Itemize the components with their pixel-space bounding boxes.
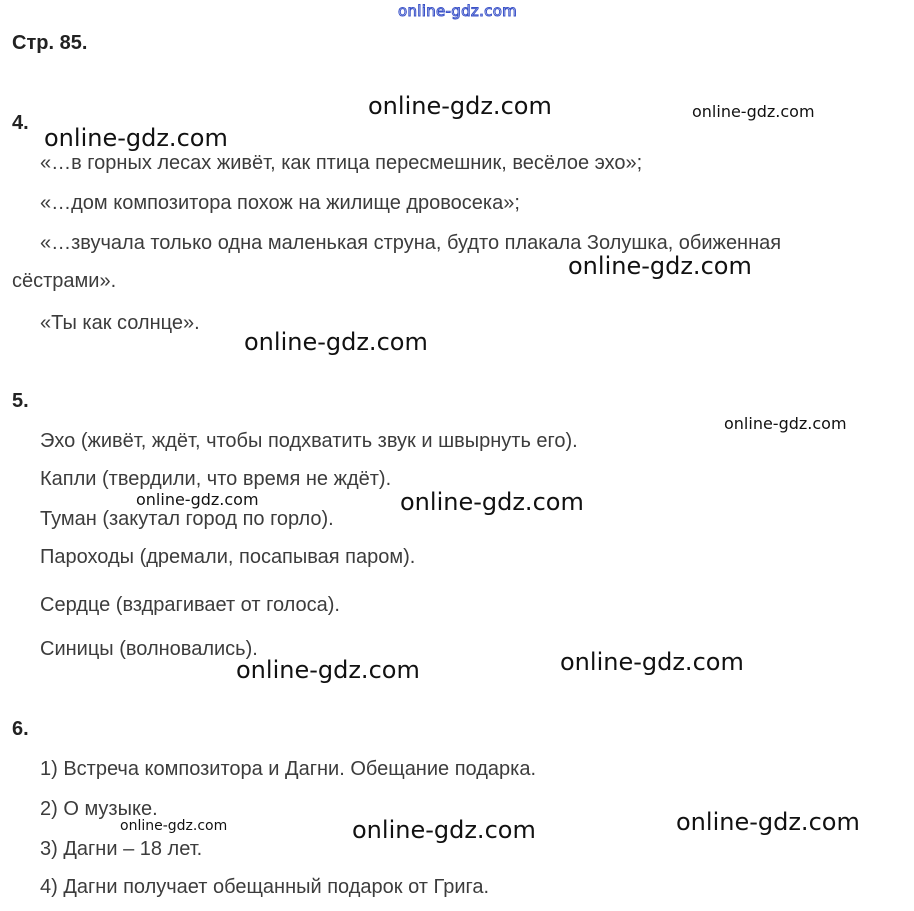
page-label: Стр. 85. (12, 32, 88, 54)
task-5-line-6: Синицы (волновались). (40, 638, 258, 660)
task-4-line-4: сёстрами». (12, 270, 117, 292)
task-5-line-3: Туман (закутал город по горло). (40, 508, 334, 530)
watermark: online-gdz.com (120, 818, 228, 834)
watermark: online-gdz.com (692, 102, 815, 121)
task-6-line-3: 3) Дагни – 18 лет. (40, 838, 203, 860)
watermark: online-gdz.com (44, 124, 228, 152)
watermark: online-gdz.com (400, 488, 584, 516)
task-6-line-2: 2) О музыке. (40, 798, 158, 820)
watermark-top: online-gdz.com (398, 2, 518, 20)
watermark: online-gdz.com (136, 490, 259, 509)
task-4-line-1: «…в горных лесах живёт, как птица пересмешник, весёлое эхо»; (40, 152, 643, 174)
task-6-line-1: 1) Встреча композитора и Дагни. Обещание подарка. (40, 758, 537, 780)
task-4-number: 4. (12, 112, 29, 134)
task-6-number: 6. (12, 718, 29, 740)
task-4-line-2: «…дом композитора похож на жилище дровосека»; (40, 192, 520, 214)
task-5-line-5: Сердце (вздрагивает от голоса). (40, 594, 340, 616)
watermark: online-gdz.com (236, 656, 420, 684)
watermark: online-gdz.com (368, 92, 552, 120)
watermark: online-gdz.com (352, 816, 536, 844)
task-4-line-5: «Ты как солнце». (40, 312, 200, 334)
watermark: online-gdz.com (724, 414, 847, 433)
task-5-line-1: Эхо (живёт, ждёт, чтобы подхватить звук и швырнуть его). (40, 430, 578, 452)
task-5-number: 5. (12, 390, 29, 412)
watermark: online-gdz.com (568, 252, 752, 280)
task-5-line-2: Капли (твердили, что время не ждёт). (40, 468, 392, 490)
watermark: online-gdz.com (244, 328, 428, 356)
task-5-line-4: Пароходы (дремали, посапывая паром). (40, 546, 416, 568)
task-4-line-3: «…звучала только одна маленькая струна, будто плакала Золушка, обиженная (40, 232, 782, 254)
task-6-line-4: 4) Дагни получает обещанный подарок от Грига. (40, 876, 490, 898)
watermark: online-gdz.com (560, 648, 744, 676)
watermark: online-gdz.com (676, 808, 860, 836)
